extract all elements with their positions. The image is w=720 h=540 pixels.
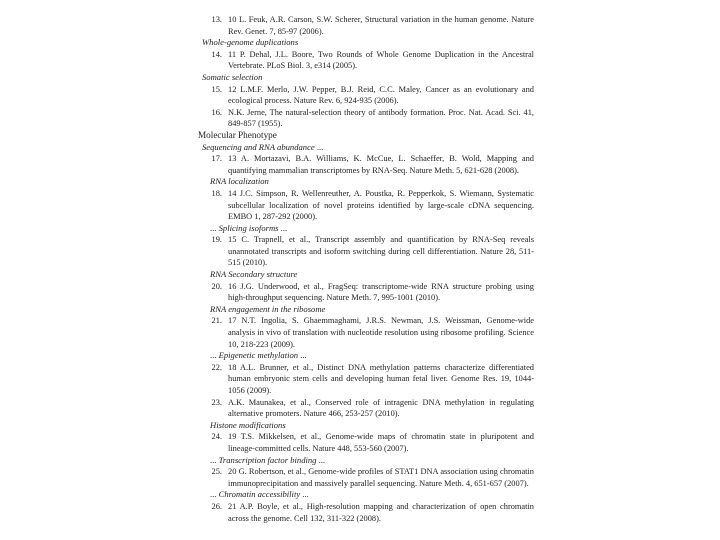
entry-index: 18. [211, 188, 222, 198]
reference-number [198, 49, 222, 61]
reference-number [198, 14, 222, 26]
reference-number [198, 84, 222, 96]
entry-index: 22. [211, 362, 222, 372]
reference-entry [198, 362, 534, 397]
reference-text: L. Feuk, A.R. Carson, S.W. Scherer, Structural variation in the human genome. Nature Rev. Genet. 7, 85-97 (2006). [228, 15, 534, 36]
subsection-label: RNA Secondary structure [210, 269, 298, 280]
reference-text: A.K. Maunakea, et al., Conserved role of intragenic DNA methylation in regulating alternative promoters. Nature 466, 253-257 (2010). [228, 397, 534, 419]
subsection-label: Sequencing and RNA abundance ... [198, 142, 534, 154]
subsection-label: Histone modifications [210, 419, 286, 430]
reference-number [198, 466, 222, 478]
reference-text: J.G. Underwood, et al., FragSeq: transcriptome-wide RNA structure probing using high-throughput sequencing. Nature Meth. 7, 995-1001 (2010). [228, 281, 534, 303]
entry-index: 17. [211, 154, 222, 164]
subsection-label: Whole-genome duplications [202, 37, 299, 48]
reference-number [198, 315, 222, 327]
citation-tag: 18 [228, 362, 237, 372]
subsection-label: ... Splicing isoforms ... [198, 223, 534, 235]
entry-index: 26. [211, 501, 222, 511]
entry-index: 23. [211, 397, 222, 407]
citation-tag: 13 [228, 154, 237, 164]
section-heading: Molecular Phenotype [198, 129, 277, 140]
reference-number [198, 281, 222, 293]
subsection-label: RNA engagement in the ribosome [210, 303, 326, 314]
citation-tag: 17 [228, 316, 237, 326]
entry-index: 14. [211, 49, 222, 59]
reference-content [198, 14, 534, 524]
citation-tag: 11 [228, 49, 237, 59]
reference-entry [198, 188, 534, 223]
reference-number [198, 431, 222, 443]
entry-index: 21. [211, 316, 222, 326]
reference-text: N.T. Ingolia, S. Ghaemmaghami, J.R.S. Newman, J.S. Weissman, Genome-wide analysis in vivo of translation with nucleotide resolution using ribosome profiling. Science 10, 218-223 (2009). [228, 316, 534, 349]
citation-tag: 21 [228, 501, 237, 511]
reference-text: A. Mortazavi, B.A. Williams, K. McCue, L. Schaeffer, B. Wold, Mapping and quantifying mammalian transcriptomes by RNA-Seq. Nature Meth. 5, 621-628 (2008). [228, 154, 534, 175]
citation-tag: 16 [228, 281, 237, 291]
entry-index: 16. [211, 107, 222, 117]
reference-entry [198, 397, 534, 420]
reference-number [198, 188, 222, 200]
subsection-label: ... Chromatin accessibility ... [198, 489, 534, 501]
reference-entry [198, 14, 534, 37]
reference-text: P. Dehal, J.L. Boore, Two Rounds of Whole Genome Duplication in the Ancestral Vertebrate. PLoS Biol. 3, e314 (2005). [228, 49, 534, 71]
reference-text: L.M.F. Merlo, J.W. Pepper, B.J. Reid, C.C. Maley, Cancer as an evolutionary and ecological process. Nature Rev. 6, 924-935 (2006). [228, 84, 534, 106]
citation-tag: 15 [228, 235, 237, 245]
reference-entry [198, 315, 534, 350]
reference-number [198, 107, 222, 119]
subsection-label: RNA localization [210, 176, 269, 187]
entry-index: 25. [211, 467, 222, 477]
entry-index: 13. [211, 15, 222, 24]
reference-text: A.L. Brunner, et al., Distinct DNA methylation patterns characterize differentiated human embryonic stem cells and developing human fetal liver. Genome Res. 19, 1044-1056 (2009). [228, 362, 534, 395]
entry-index: 19. [211, 235, 222, 245]
reference-list [198, 14, 534, 524]
reference-entry [198, 466, 534, 489]
subsection-label: ... Epigenetic methylation ... [198, 350, 534, 362]
subsection-label: ... Transcription factor binding ... [198, 455, 534, 467]
reference-entry [198, 501, 534, 524]
reference-entry [198, 281, 534, 304]
reference-entry [198, 84, 534, 107]
reference-entry [198, 153, 534, 176]
citation-tag: 14 [228, 188, 237, 198]
reference-entry [198, 49, 534, 72]
reference-text: J.C. Simpson, R. Wellenreuther, A. Poustka, R. Pepperkok, S. Wiemann, Systematic subcellular localization of novel proteins identified by large-scale cDNA sequencing. EMBO 1, 287-292 (2000). [228, 188, 534, 222]
reference-number [198, 234, 222, 246]
reference-number [198, 153, 222, 165]
entry-index: 20. [211, 281, 222, 291]
reference-entry [198, 107, 534, 130]
reference-entry [198, 431, 534, 454]
reference-number [198, 397, 222, 409]
entry-index: 24. [211, 432, 222, 442]
reference-entry [198, 234, 534, 269]
subsection-label: Somatic selection [202, 71, 263, 82]
reference-number [198, 362, 222, 374]
reference-text: C. Trapnell, et al., Transcript assembly and quantification by RNA-Seq reveals unannotated transcripts and isoform switching during cell differentiation. Nature 28, 511-515 (2010). [228, 235, 534, 268]
reference-text: N.K. Jerne, The natural-selection theory of antibody formation. Proc. Nat. Acad. Sci. 41, 849-857 (1955). [228, 107, 534, 129]
reference-text: G. Robertson, et al., Genome-wide profiles of STAT1 DNA association using chromatin immunoprecipitation and massively parallel sequencing. Nature Meth. 4, 651-657 (2007). [228, 467, 534, 488]
reference-number [198, 501, 222, 513]
citation-tag: 12 [228, 84, 237, 94]
citation-tag: 20 [228, 467, 237, 477]
citation-tag: 10 [228, 15, 237, 24]
entry-index: 15. [211, 84, 222, 94]
reference-text: A.P. Boyle, et al., High-resolution mapping and characterization of open chromatin across the genome. Cell 132, 311-322 (2008). [228, 501, 534, 523]
citation-tag: 19 [228, 432, 237, 442]
reference-text: T.S. Mikkelsen, et al., Genome-wide maps of chromatin state in pluripotent and lineage-committed cells. Nature 448, 553-560 (2007). [228, 432, 534, 453]
